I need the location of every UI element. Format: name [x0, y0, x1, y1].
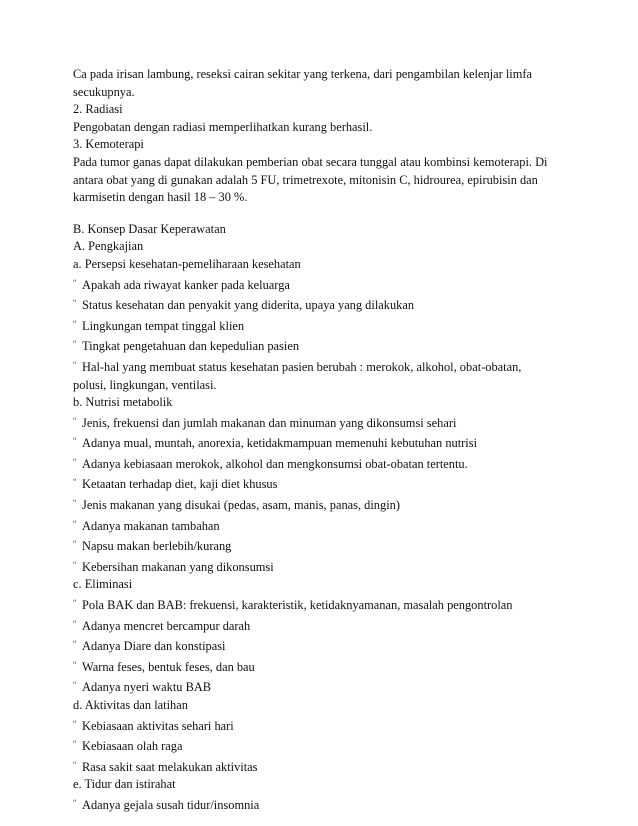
list-item-text: Adanya mencret bercampur darah: [82, 618, 251, 633]
bullet-icon: “: [73, 739, 77, 749]
list-item: [73, 356, 573, 377]
bullet-icon: “: [73, 277, 77, 287]
list-item-text: Kebiasaan olah raga: [82, 739, 183, 754]
bullet-icon: “: [73, 359, 77, 369]
list-item: [73, 794, 573, 815]
list-item: [73, 635, 573, 656]
bullet-icon: “: [73, 680, 77, 690]
bullet-icon: “: [73, 318, 77, 328]
list-item-text: Status kesehatan dan penyakit yang diderita, upaya yang dilakukan: [82, 298, 415, 313]
bullet-icon: “: [73, 718, 77, 728]
list-item-text: Lingkungan tempat tinggal klien: [82, 318, 245, 333]
list-item: [73, 515, 573, 536]
list-item-text: Apakah ada riwayat kanker pada keluarga: [82, 277, 290, 292]
list-item: [73, 432, 573, 453]
list-item: [73, 473, 573, 494]
bullet-icon: “: [73, 339, 77, 349]
list-item-text: Kebiasaan aktivitas sehari hari: [82, 718, 234, 733]
list-item-text: Hal-hal yang membuat status kesehatan pasien berubah : merokok, alkohol, obat-obatan,: [82, 359, 522, 374]
list-item: [73, 715, 573, 736]
list-item: [73, 594, 573, 615]
list-item: [73, 676, 573, 697]
list-item-text: Adanya makanan tambahan: [82, 518, 220, 533]
bullet-icon: “: [73, 498, 77, 508]
list-item: [73, 453, 573, 474]
section-heading: B. Konsep Dasar Keperawatan: [73, 221, 226, 236]
subsection-heading: a. Persepsi kesehatan-pemeliharaan kesehatan: [73, 256, 301, 271]
list-item-continuation: polusi, lingkungan, ventilasi.: [73, 377, 217, 392]
section-heading: A. Pengkajian: [73, 239, 144, 254]
bullet-icon: “: [73, 477, 77, 487]
bullet-icon: “: [73, 456, 77, 466]
list-item-text: Adanya mual, muntah, anorexia, ketidakmampuan memenuhi kebutuhan nutrisi: [82, 436, 478, 451]
list-heading: 2. Radiasi: [73, 102, 123, 117]
list-item-text: Adanya Diare dan konstipasi: [82, 639, 226, 654]
subsection-heading: c. Eliminasi: [73, 577, 133, 592]
list-item: [73, 615, 573, 636]
bullet-icon: “: [73, 298, 77, 308]
bullet-icon: “: [73, 759, 77, 769]
list-item-text: Napsu makan berlebih/kurang: [82, 539, 232, 554]
text-line: karmisetin dengan hasil 18 – 30 %.: [73, 190, 248, 205]
subsection-heading: d. Aktivitas dan latihan: [73, 698, 188, 712]
list-item-text: Ketaatan terhadap diet, kaji diet khusus: [82, 477, 278, 492]
list-item: [73, 412, 573, 433]
list-item-text: Adanya kebiasaan merokok, alkohol dan mengkonsumsi obat-obatan tertentu.: [82, 456, 468, 471]
paragraph-gap: [73, 207, 573, 221]
bullet-icon: “: [73, 415, 77, 425]
list-item-text: Kebersihan makanan yang dikonsumsi: [82, 559, 274, 574]
bullet-icon: “: [73, 559, 77, 569]
list-item: [73, 656, 573, 677]
list-item: [73, 735, 573, 756]
text-line: Pengobatan dengan radiasi memperlihatkan kurang berhasil.: [73, 119, 373, 134]
list-item-text: Rasa sakit saat melakukan aktivitas: [82, 759, 258, 774]
bullet-icon: “: [73, 659, 77, 669]
bullet-icon: “: [73, 618, 77, 628]
document-page: [73, 66, 573, 815]
list-item: [73, 535, 573, 556]
text-line: Pada tumor ganas dapat dilakukan pemberian obat secara tunggal atau kombinsi kemoterapi. Di: [73, 154, 548, 169]
list-item: [73, 315, 573, 336]
bullet-icon: “: [73, 639, 77, 649]
list-item: [73, 556, 573, 577]
text-line: Ca pada irisan lambung, reseksi cairan sekitar yang terkena, dari pengambilan kelenjar limfa: [73, 67, 532, 81]
bullet-icon: “: [73, 539, 77, 549]
bullet-icon: “: [73, 436, 77, 446]
text-line: antara obat yang di gunakan adalah 5 FU, trimetrexote, mitonisin C, hidrourea, epirubisin dan: [73, 172, 538, 187]
list-item-text: Jenis, frekuensi dan jumlah makanan dan minuman yang dikonsumsi sehari: [82, 415, 457, 430]
subsection-heading: e. Tidur dan istirahat: [73, 777, 176, 792]
list-item-text: Warna feses, bentuk feses, dan bau: [82, 659, 255, 674]
bullet-icon: “: [73, 797, 77, 807]
list-item-text: Tingkat pengetahuan dan kepedulian pasien: [82, 339, 300, 354]
list-item-text: Pola BAK dan BAB: frekuensi, karakteristik, ketidaknyamanan, masalah pengontrolan: [82, 598, 513, 613]
bullet-icon: “: [73, 598, 77, 608]
list-item-text: Adanya gejala susah tidur/insomnia: [82, 797, 260, 812]
subsection-heading: b. Nutrisi metabolik: [73, 395, 173, 410]
text-line: secukupnya.: [73, 84, 135, 99]
list-item-text: Jenis makanan yang disukai (pedas, asam, manis, panas, dingin): [82, 498, 400, 513]
list-item: [73, 756, 573, 777]
list-item: [73, 494, 573, 515]
list-item: [73, 274, 573, 295]
bullet-icon: “: [73, 518, 77, 528]
list-heading: 3. Kemoterapi: [73, 137, 144, 152]
list-item: [73, 294, 573, 315]
list-item: [73, 335, 573, 356]
list-item-text: Adanya nyeri waktu BAB: [82, 680, 212, 695]
